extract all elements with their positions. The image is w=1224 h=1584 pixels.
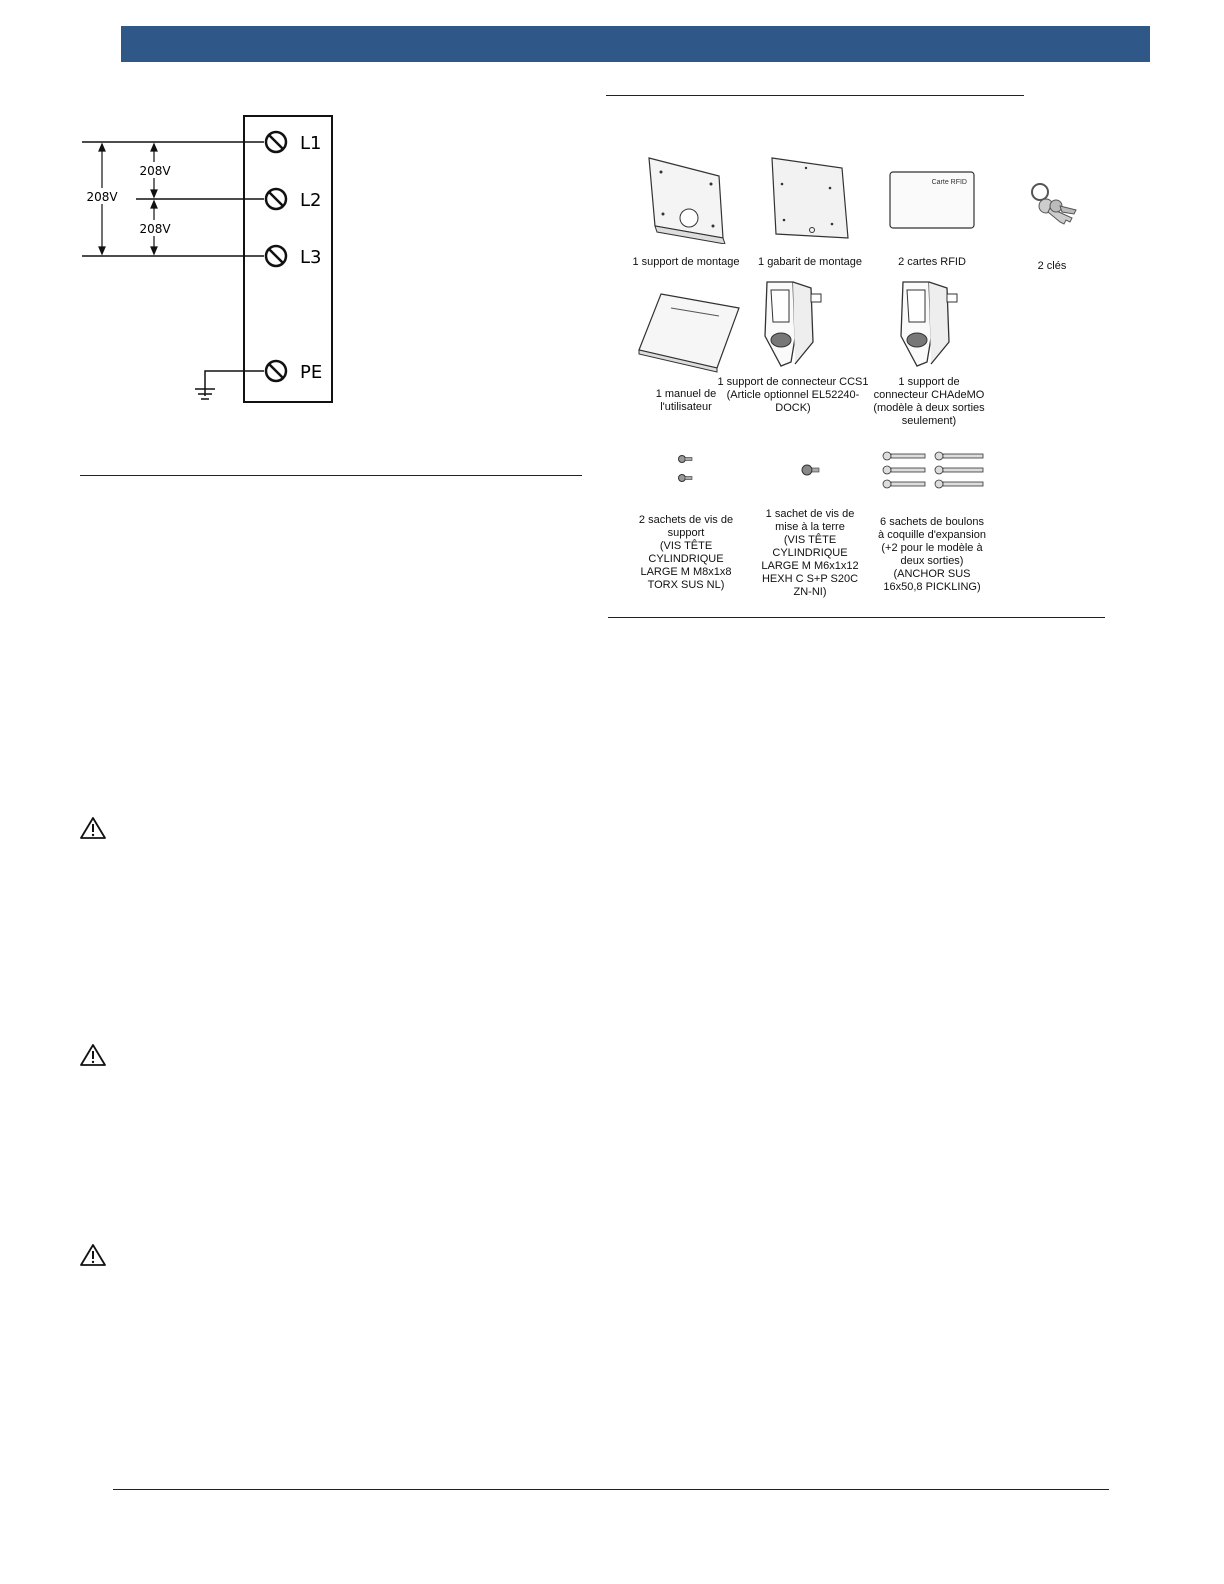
keys-icon	[1022, 176, 1082, 236]
part-caption: 1 manuel de l'utilisateur	[655, 388, 717, 413]
part-caption: 2 sachets de vis de support (VIS TÊTE CYLINDRIQUE LARGE M M8x1x8 TORX SUS NL)	[638, 514, 734, 591]
part-caption: 1 gabarit de montage	[758, 256, 862, 268]
warning-icon	[79, 1243, 107, 1267]
part-caption: 1 support de montage	[632, 256, 740, 268]
rfid-card-label: Carte RFID	[931, 179, 967, 186]
part-mounting-screws	[626, 450, 746, 592]
part-caption: 1 support de connecteur CHAdeMO (modèle à deux sorties seulement)	[873, 376, 985, 427]
part-mounting-template	[750, 154, 870, 269]
voltage-lower-label: 208V	[139, 222, 171, 236]
terminal-label-pe: PE	[300, 362, 323, 383]
warning-icon	[79, 1043, 107, 1067]
mounting-bracket-icon	[641, 154, 731, 244]
part-caption: 6 sachets de boulons à coquille d'expansion (+2 pour le modèle à deux sorties) (ANCHOR SUS 16x50,8 PICKLING)	[878, 516, 986, 593]
terminal-label-l2: L2	[300, 190, 322, 211]
rfid-card-icon	[887, 168, 977, 232]
connector-holder-icon	[889, 276, 969, 374]
part-caption: 1 sachet de vis de mise à la terre (VIS TÊTE CYLINDRIQUE LARGE M M6x1x12 HEXH C S+P S20C ZN-NI)	[761, 508, 859, 598]
voltage-upper-label: 208V	[139, 164, 171, 178]
part-mounting-bracket	[626, 154, 746, 269]
mounting-template-icon	[760, 154, 860, 244]
ground-screw-icon	[795, 460, 825, 480]
section-rule-left	[80, 475, 582, 476]
anchor-bolts-icon	[877, 450, 987, 494]
screws-icon	[671, 450, 701, 490]
part-chademo-holder	[864, 276, 994, 428]
part-keys	[1002, 176, 1102, 273]
part-caption: 2 clés	[1037, 260, 1067, 272]
part-caption: 1 support de connecteur CCS1 (Article optionnel EL52240- DOCK)	[717, 376, 869, 414]
header-bar	[121, 26, 1150, 62]
section-rule-bottom-right	[608, 617, 1105, 618]
part-ground-screws	[748, 460, 872, 599]
footer-rule	[113, 1489, 1109, 1490]
connector-holder-icon	[753, 276, 833, 374]
part-rfid-cards	[872, 168, 992, 269]
terminal-label-l1: L1	[300, 133, 322, 154]
terminal-label-l3: L3	[300, 247, 322, 268]
part-anchor-bolts	[868, 450, 996, 594]
package-contents-figure	[606, 110, 1106, 610]
voltage-outer-label: 208V	[86, 190, 118, 204]
part-ccs1-holder	[708, 276, 878, 415]
wiring-diagram	[78, 106, 348, 416]
warning-icon	[79, 816, 107, 840]
section-rule-top-right	[606, 95, 1024, 96]
part-caption: 2 cartes RFID	[898, 256, 966, 268]
